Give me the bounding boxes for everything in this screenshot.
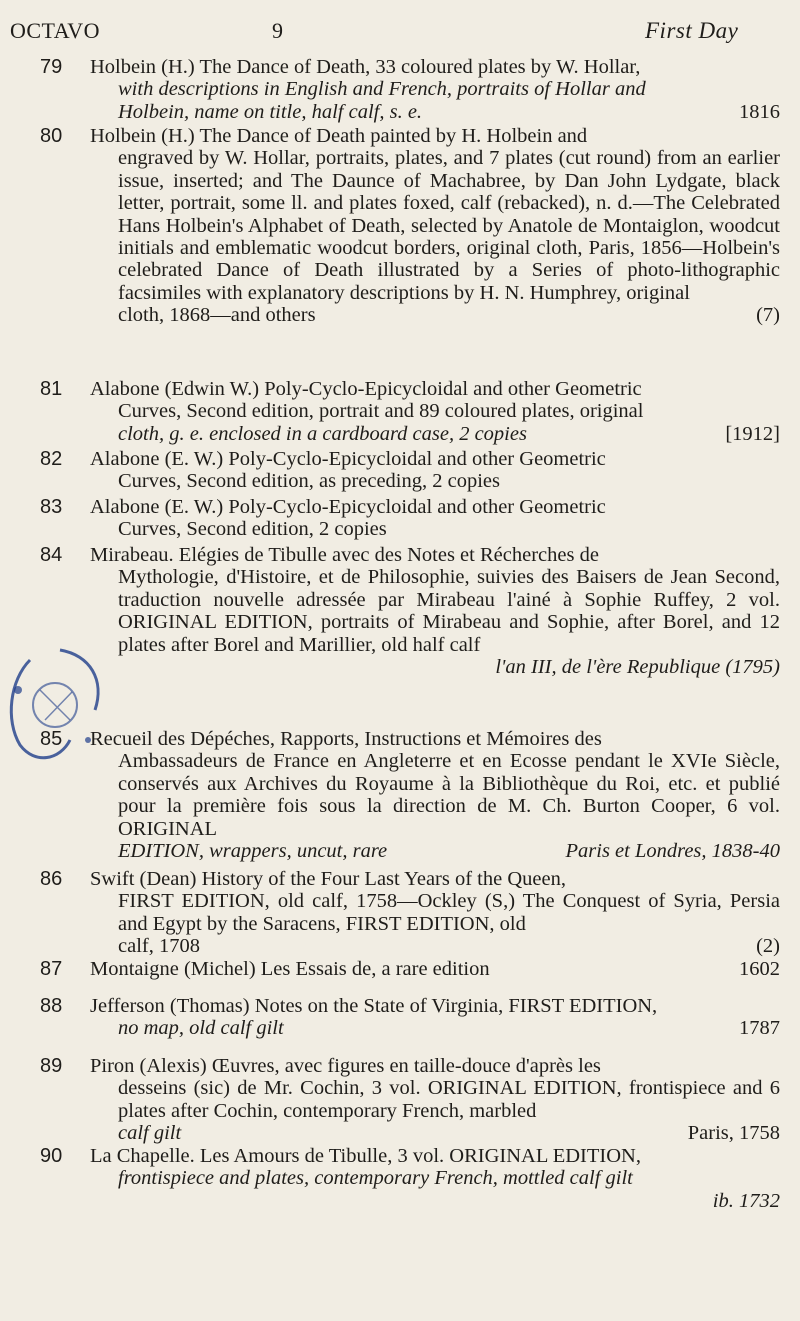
lot-title: Alabone (E. W.) Poly-Cyclo-Epicycloidal and other Geometric bbox=[90, 496, 606, 518]
lot-description: engraved by W. Hollar, portraits, plates, and 7 plates (cut round) from an earlier issue, inserted; and The Daunce of Machabree, by Dan John Lydgate, black letter, portrait, some ll. and plates foxed, calf (rebacked), n. d.—The Celebrated Hans Holbein's Alphabet of Death, selected by Anatole de Montaiglon, woodcut initials and emblematic woodcut borders, original cloth, Paris, 1856—Holbein's celebrated Dance of Death illustrated by a Series of photo-lithographic facsimiles with explanatory descriptions by H. N. Humphrey, original bbox=[118, 147, 780, 304]
lot-title: Jefferson (Thomas) Notes on the State of Virginia, FIRST EDITION, bbox=[90, 995, 658, 1017]
lot-title: Mirabeau. Elégies de Tibulle avec des Notes et Récherches de bbox=[90, 544, 599, 566]
lot-title: Recueil des Dépéches, Rapports, Instructions et Mémoires des bbox=[90, 728, 602, 750]
lot-description-end: calf gilt bbox=[118, 1122, 182, 1145]
lot-title: Piron (Alexis) Œuvres, avec figures en taille-douce d'après les bbox=[90, 1055, 601, 1077]
sale-day: First Day bbox=[645, 18, 739, 43]
lot-title: Holbein (H.) The Dance of Death painted by H. Holbein and bbox=[90, 125, 588, 147]
lot-description-end: calf, 1708 bbox=[118, 935, 200, 958]
lot-number: 86 bbox=[40, 868, 63, 890]
lot-number: 85 bbox=[40, 728, 63, 750]
lot-number: 80 bbox=[40, 125, 63, 147]
lot-date: Paris, 1758 bbox=[687, 1122, 780, 1145]
lot-number: 84 bbox=[40, 544, 63, 566]
lot-number: 83 bbox=[40, 496, 63, 518]
lot-date: Paris et Londres, 1838-40 bbox=[565, 840, 780, 863]
lot-number: 82 bbox=[40, 448, 63, 470]
lot-title: La Chapelle. Les Amours de Tibulle, 3 vol. ORIGINAL EDITION, bbox=[90, 1145, 641, 1167]
lot-title: Alabone (Edwin W.) Poly-Cyclo-Epicycloidal and other Geometric bbox=[90, 378, 642, 400]
lot-description-end: EDITION, wrappers, uncut, rare bbox=[118, 840, 388, 863]
lot-number: 90 bbox=[40, 1145, 63, 1167]
lot-title: Montaigne (Michel) Les Essais de, a rare edition bbox=[90, 958, 490, 980]
lot-title: Holbein (H.) The Dance of Death, 33 coloured plates by W. Hollar, bbox=[90, 56, 641, 78]
lot-date: l'an III, de l'ère Republique (1795) bbox=[495, 656, 780, 679]
lot-date: 1602 bbox=[739, 958, 780, 980]
page-header bbox=[0, 18, 800, 48]
lot-description-end: Curves, Second edition, 2 copies bbox=[118, 518, 387, 541]
lot-number: 87 bbox=[40, 958, 63, 980]
lot-title: Swift (Dean) History of the Four Last Years of the Queen, bbox=[90, 868, 566, 890]
lot-number: 89 bbox=[40, 1055, 63, 1077]
section-title: OCTAVO bbox=[10, 18, 101, 43]
lot-date: [1912] bbox=[725, 422, 780, 445]
lot-date: (2) bbox=[756, 935, 780, 958]
lot-description: Ambassadeurs de France en Angleterre et en Ecosse pendant le XVIe Siècle, conservés aux Archives du Royaume à la Bibliothèque du Roi, etc. et publié pour la première fois sous la direction de M. Ch. Burton Cooper, 6 vol. ORIGINAL bbox=[118, 750, 780, 840]
lot-description-end: cloth, g. e. enclosed in a cardboard case, 2 copies bbox=[118, 422, 527, 445]
lot-date: 1816 bbox=[739, 100, 780, 123]
lot-description: FIRST EDITION, old calf, 1758—Ockley (S,) The Conquest of Syria, Persia and Egypt by the Saracens, FIRST EDITION, old bbox=[118, 890, 780, 935]
lot-date: 1787 bbox=[739, 1017, 780, 1040]
lot-title: Alabone (E. W.) Poly-Cyclo-Epicycloidal and other Geometric bbox=[90, 448, 606, 470]
lot-number: 79 bbox=[40, 56, 63, 78]
lot-description-end: Holbein, name on title, half calf, s. e. bbox=[118, 100, 423, 123]
page-number: 9 bbox=[272, 18, 284, 43]
lot-description: desseins (sic) de Mr. Cochin, 3 vol. ORIGINAL EDITION, frontispiece and 6 plates after Cochin, contemporary French, marbled bbox=[118, 1077, 780, 1122]
lot-description: Curves, Second edition, portrait and 89 coloured plates, original bbox=[118, 400, 644, 423]
lot-description-end: Curves, Second edition, as preceding, 2 copies bbox=[118, 470, 501, 493]
lot-description: with descriptions in English and French, portraits of Hollar and bbox=[118, 78, 646, 101]
lot-description-end: cloth, 1868—and others bbox=[118, 304, 316, 327]
lot-date: ib. 1732 bbox=[712, 1189, 780, 1212]
lot-number: 88 bbox=[40, 995, 63, 1017]
lot-description-end: no map, old calf gilt bbox=[118, 1017, 284, 1040]
lot-date: (7) bbox=[756, 304, 780, 327]
lot-description: frontispiece and plates, contemporary French, mottled calf gilt bbox=[118, 1167, 633, 1190]
lot-description: Mythologie, d'Histoire, et de Philosophie, suivies des Baisers de Jean Second, traduction nouvelle adressée par Mirabeau l'ainé à Sophie Ruffey, 2 vol. ORIGINAL EDITION, portraits of Mirabeau and Sophie, after Borel, and 12 plates after Borel and Marillier, old half calf bbox=[118, 566, 780, 656]
lot-number: 81 bbox=[40, 378, 63, 400]
